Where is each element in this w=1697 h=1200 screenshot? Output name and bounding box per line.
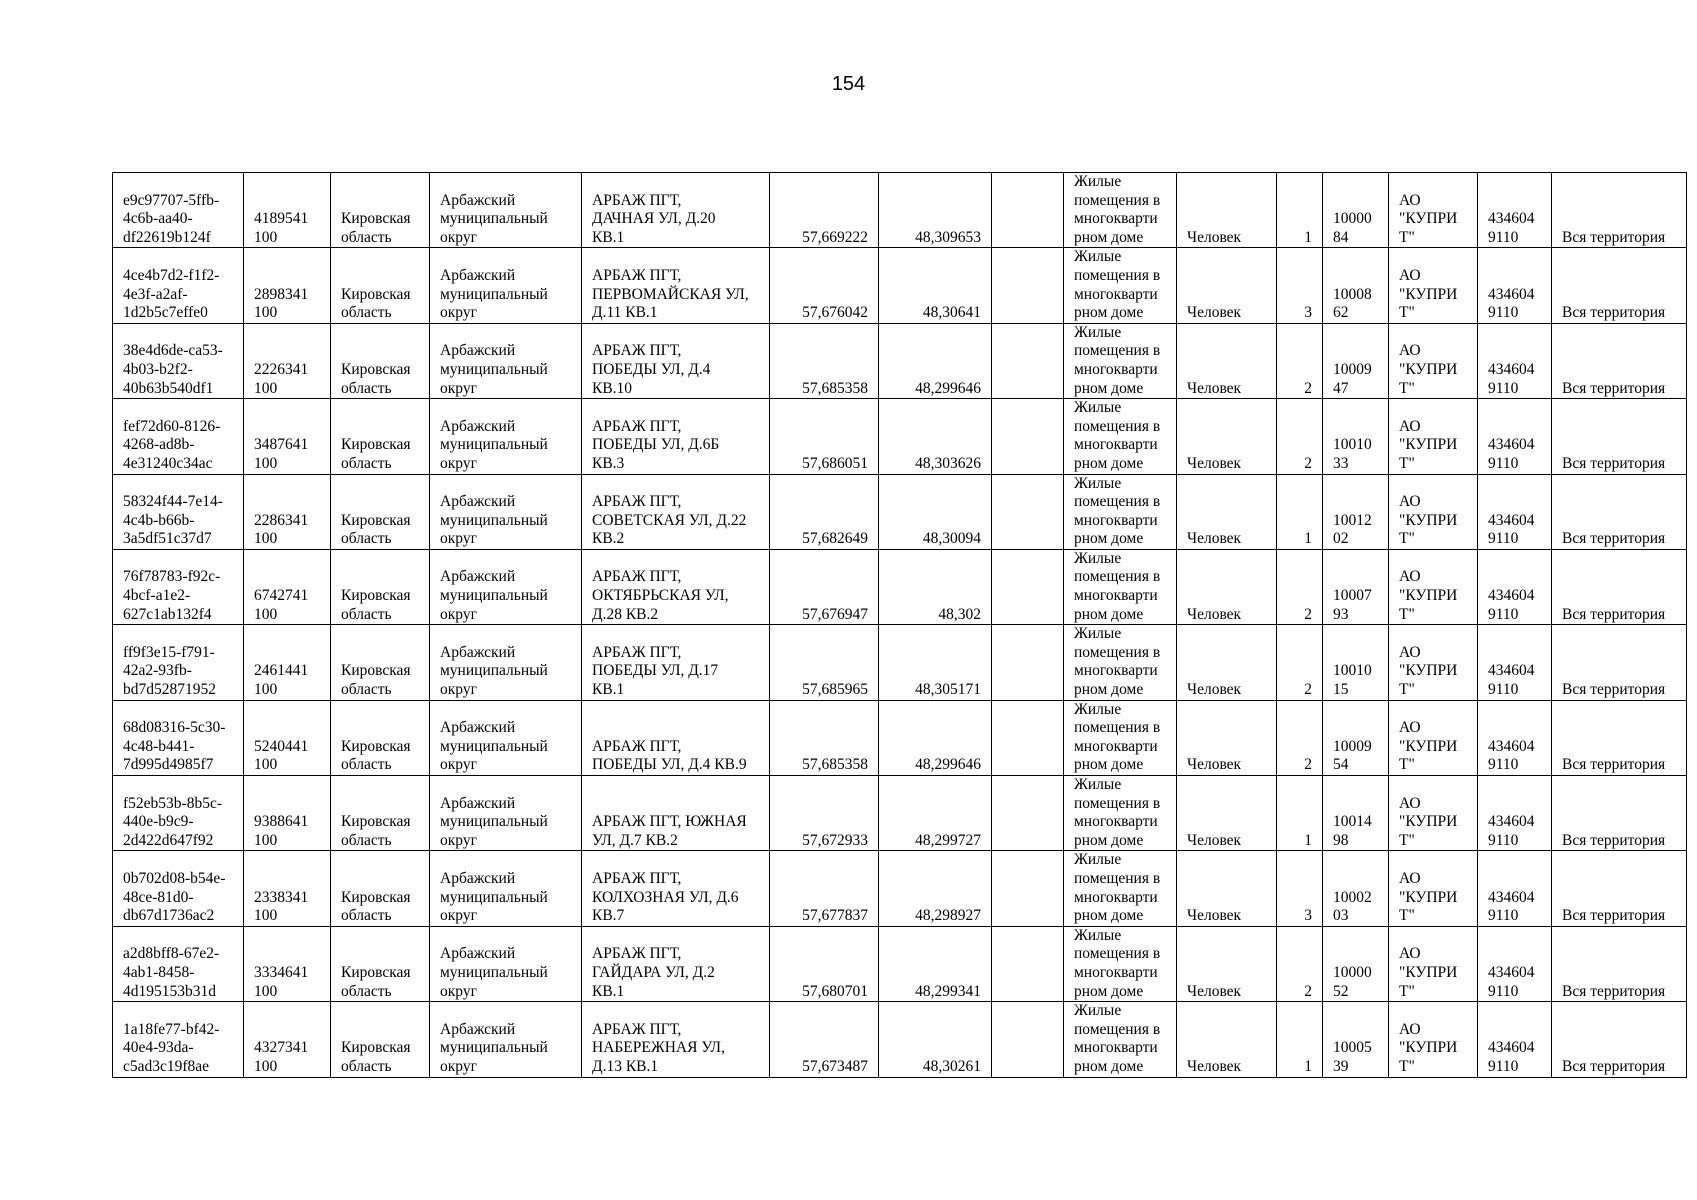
cell-id: f52eb53b-8b5c- 440e-b9c9- 2d422d647f92 xyxy=(113,776,244,851)
cell-number: 10010 33 xyxy=(1323,399,1389,474)
cell-quantity: 3 xyxy=(1277,248,1323,323)
cell-latitude: 57,673487 xyxy=(770,1002,879,1077)
cell-premises-type: Жилые помещения в многокварти рном доме xyxy=(1064,776,1177,851)
cell-code: 3334641 100 xyxy=(244,926,331,1001)
table-row xyxy=(113,926,1687,1001)
cell-inn: 434604 9110 xyxy=(1478,549,1552,624)
cell-latitude: 57,680701 xyxy=(770,926,879,1001)
cell-premises-type: Жилые помещения в многокварти рном доме xyxy=(1064,474,1177,549)
cell-inn: 434604 9110 xyxy=(1478,173,1552,248)
cell-unit: Человек xyxy=(1177,549,1277,624)
cell-district: Арбажский муниципальный округ xyxy=(430,549,582,624)
table-row xyxy=(113,248,1687,323)
table-row xyxy=(113,700,1687,775)
table-body xyxy=(113,173,1687,1078)
cell-territory: Вся территория xyxy=(1552,549,1687,624)
cell-empty xyxy=(992,173,1064,248)
cell-id: 58324f44-7e14- 4c4b-b66b- 3a5df51c37d7 xyxy=(113,474,244,549)
cell-number: 10000 52 xyxy=(1323,926,1389,1001)
cell-inn: 434604 9110 xyxy=(1478,323,1552,398)
cell-empty xyxy=(992,549,1064,624)
cell-region: Кировская область xyxy=(331,173,430,248)
cell-address: АРБАЖ ПГТ, ДАЧНАЯ УЛ, Д.20 КВ.1 xyxy=(582,173,770,248)
table-row xyxy=(113,851,1687,926)
cell-empty xyxy=(992,1002,1064,1077)
cell-district: Арбажский муниципальный округ xyxy=(430,173,582,248)
table-row xyxy=(113,549,1687,624)
cell-district: Арбажский муниципальный округ xyxy=(430,926,582,1001)
cell-region: Кировская область xyxy=(331,776,430,851)
cell-code: 4327341 100 xyxy=(244,1002,331,1077)
cell-region: Кировская область xyxy=(331,1002,430,1077)
cell-organization: АО "КУПРИ Т" xyxy=(1389,625,1478,700)
cell-empty xyxy=(992,474,1064,549)
cell-latitude: 57,672933 xyxy=(770,776,879,851)
cell-latitude: 57,686051 xyxy=(770,399,879,474)
cell-inn: 434604 9110 xyxy=(1478,248,1552,323)
cell-latitude: 57,676947 xyxy=(770,549,879,624)
cell-latitude: 57,677837 xyxy=(770,851,879,926)
cell-code: 6742741 100 xyxy=(244,549,331,624)
cell-code: 2898341 100 xyxy=(244,248,331,323)
cell-unit: Человек xyxy=(1177,474,1277,549)
cell-inn: 434604 9110 xyxy=(1478,399,1552,474)
cell-district: Арбажский муниципальный округ xyxy=(430,399,582,474)
cell-organization: АО "КУПРИ Т" xyxy=(1389,399,1478,474)
cell-region: Кировская область xyxy=(331,625,430,700)
cell-latitude: 57,682649 xyxy=(770,474,879,549)
cell-number: 10002 03 xyxy=(1323,851,1389,926)
table-row xyxy=(113,474,1687,549)
cell-longitude: 48,299341 xyxy=(879,926,992,1001)
cell-address: АРБАЖ ПГТ, ПОБЕДЫ УЛ, Д.6Б КВ.3 xyxy=(582,399,770,474)
cell-inn: 434604 9110 xyxy=(1478,700,1552,775)
cell-territory: Вся территория xyxy=(1552,173,1687,248)
cell-unit: Человек xyxy=(1177,926,1277,1001)
cell-empty xyxy=(992,323,1064,398)
cell-premises-type: Жилые помещения в многокварти рном доме xyxy=(1064,248,1177,323)
table-row xyxy=(113,1002,1687,1077)
cell-region: Кировская область xyxy=(331,248,430,323)
cell-territory: Вся территория xyxy=(1552,776,1687,851)
cell-longitude: 48,30641 xyxy=(879,248,992,323)
cell-premises-type: Жилые помещения в многокварти рном доме xyxy=(1064,700,1177,775)
cell-longitude: 48,302 xyxy=(879,549,992,624)
cell-organization: АО "КУПРИ Т" xyxy=(1389,173,1478,248)
cell-inn: 434604 9110 xyxy=(1478,625,1552,700)
cell-number: 10009 47 xyxy=(1323,323,1389,398)
cell-organization: АО "КУПРИ Т" xyxy=(1389,1002,1478,1077)
cell-region: Кировская область xyxy=(331,474,430,549)
cell-region: Кировская область xyxy=(331,399,430,474)
cell-latitude: 57,685965 xyxy=(770,625,879,700)
cell-address: АРБАЖ ПГТ, КОЛХОЗНАЯ УЛ, Д.6 КВ.7 xyxy=(582,851,770,926)
cell-district: Арбажский муниципальный округ xyxy=(430,700,582,775)
cell-territory: Вся территория xyxy=(1552,926,1687,1001)
cell-address: АРБАЖ ПГТ, ОКТЯБРЬСКАЯ УЛ, Д.28 КВ.2 xyxy=(582,549,770,624)
cell-district: Арбажский муниципальный округ xyxy=(430,323,582,398)
cell-code: 9388641 100 xyxy=(244,776,331,851)
cell-inn: 434604 9110 xyxy=(1478,1002,1552,1077)
cell-id: 4ce4b7d2-f1f2- 4e3f-a2af- 1d2b5c7effe0 xyxy=(113,248,244,323)
cell-empty xyxy=(992,248,1064,323)
cell-territory: Вся территория xyxy=(1552,625,1687,700)
cell-quantity: 2 xyxy=(1277,399,1323,474)
cell-id: ff9f3e15-f791- 42a2-93fb- bd7d52871952 xyxy=(113,625,244,700)
cell-number: 10009 54 xyxy=(1323,700,1389,775)
cell-address: АРБАЖ ПГТ, ПОБЕДЫ УЛ, Д.17 КВ.1 xyxy=(582,625,770,700)
cell-premises-type: Жилые помещения в многокварти рном доме xyxy=(1064,1002,1177,1077)
cell-address: АРБАЖ ПГТ, СОВЕТСКАЯ УЛ, Д.22 КВ.2 xyxy=(582,474,770,549)
cell-region: Кировская область xyxy=(331,323,430,398)
cell-organization: АО "КУПРИ Т" xyxy=(1389,474,1478,549)
cell-address: АРБАЖ ПГТ, ПОБЕДЫ УЛ, Д.4 КВ.9 xyxy=(582,700,770,775)
cell-number: 10005 39 xyxy=(1323,1002,1389,1077)
cell-quantity: 1 xyxy=(1277,1002,1323,1077)
cell-quantity: 1 xyxy=(1277,776,1323,851)
cell-organization: АО "КУПРИ Т" xyxy=(1389,549,1478,624)
table-row xyxy=(113,625,1687,700)
cell-empty xyxy=(992,851,1064,926)
cell-territory: Вся территория xyxy=(1552,474,1687,549)
cell-premises-type: Жилые помещения в многокварти рном доме xyxy=(1064,851,1177,926)
cell-longitude: 48,30261 xyxy=(879,1002,992,1077)
cell-inn: 434604 9110 xyxy=(1478,851,1552,926)
cell-premises-type: Жилые помещения в многокварти рном доме xyxy=(1064,173,1177,248)
cell-empty xyxy=(992,625,1064,700)
cell-region: Кировская область xyxy=(331,700,430,775)
cell-organization: АО "КУПРИ Т" xyxy=(1389,926,1478,1001)
cell-unit: Человек xyxy=(1177,776,1277,851)
cell-territory: Вся территория xyxy=(1552,323,1687,398)
cell-id: fef72d60-8126- 4268-ad8b- 4e31240c34ac xyxy=(113,399,244,474)
data-table xyxy=(112,172,1687,1078)
cell-address: АРБАЖ ПГТ, ПОБЕДЫ УЛ, Д.4 КВ.10 xyxy=(582,323,770,398)
cell-id: a2d8bff8-67e2- 4ab1-8458- 4d195153b31d xyxy=(113,926,244,1001)
cell-unit: Человек xyxy=(1177,1002,1277,1077)
cell-premises-type: Жилые помещения в многокварти рном доме xyxy=(1064,625,1177,700)
cell-premises-type: Жилые помещения в многокварти рном доме xyxy=(1064,323,1177,398)
cell-unit: Человек xyxy=(1177,173,1277,248)
cell-id: 0b702d08-b54e- 48ce-81d0- db67d1736ac2 xyxy=(113,851,244,926)
cell-code: 2226341 100 xyxy=(244,323,331,398)
cell-quantity: 2 xyxy=(1277,549,1323,624)
cell-empty xyxy=(992,399,1064,474)
table-row xyxy=(113,173,1687,248)
cell-latitude: 57,669222 xyxy=(770,173,879,248)
cell-organization: АО "КУПРИ Т" xyxy=(1389,851,1478,926)
cell-latitude: 57,685358 xyxy=(770,323,879,398)
cell-longitude: 48,299646 xyxy=(879,700,992,775)
cell-unit: Человек xyxy=(1177,248,1277,323)
cell-region: Кировская область xyxy=(331,851,430,926)
cell-unit: Человек xyxy=(1177,700,1277,775)
cell-district: Арбажский муниципальный округ xyxy=(430,851,582,926)
cell-code: 2461441 100 xyxy=(244,625,331,700)
cell-longitude: 48,30094 xyxy=(879,474,992,549)
cell-territory: Вся территория xyxy=(1552,851,1687,926)
cell-address: АРБАЖ ПГТ, ГАЙДАРА УЛ, Д.2 КВ.1 xyxy=(582,926,770,1001)
cell-region: Кировская область xyxy=(331,926,430,1001)
cell-quantity: 2 xyxy=(1277,926,1323,1001)
cell-quantity: 1 xyxy=(1277,474,1323,549)
cell-quantity: 1 xyxy=(1277,173,1323,248)
cell-number: 10008 62 xyxy=(1323,248,1389,323)
cell-number: 10014 98 xyxy=(1323,776,1389,851)
cell-premises-type: Жилые помещения в многокварти рном доме xyxy=(1064,549,1177,624)
cell-territory: Вся территория xyxy=(1552,1002,1687,1077)
cell-quantity: 2 xyxy=(1277,700,1323,775)
cell-unit: Человек xyxy=(1177,851,1277,926)
cell-address: АРБАЖ ПГТ, ЮЖНАЯ УЛ, Д.7 КВ.2 xyxy=(582,776,770,851)
cell-latitude: 57,676042 xyxy=(770,248,879,323)
cell-district: Арбажский муниципальный округ xyxy=(430,1002,582,1077)
cell-id: 68d08316-5c30- 4c48-b441- 7d995d4985f7 xyxy=(113,700,244,775)
cell-longitude: 48,303626 xyxy=(879,399,992,474)
cell-code: 2338341 100 xyxy=(244,851,331,926)
cell-longitude: 48,309653 xyxy=(879,173,992,248)
cell-organization: АО "КУПРИ Т" xyxy=(1389,323,1478,398)
cell-longitude: 48,305171 xyxy=(879,625,992,700)
table-row xyxy=(113,323,1687,398)
cell-number: 10010 15 xyxy=(1323,625,1389,700)
cell-unit: Человек xyxy=(1177,323,1277,398)
cell-quantity: 2 xyxy=(1277,323,1323,398)
cell-organization: АО "КУПРИ Т" xyxy=(1389,700,1478,775)
cell-code: 4189541 100 xyxy=(244,173,331,248)
cell-organization: АО "КУПРИ Т" xyxy=(1389,248,1478,323)
cell-address: АРБАЖ ПГТ, ПЕРВОМАЙСКАЯ УЛ, Д.11 КВ.1 xyxy=(582,248,770,323)
cell-latitude: 57,685358 xyxy=(770,700,879,775)
cell-number: 10012 02 xyxy=(1323,474,1389,549)
cell-district: Арбажский муниципальный округ xyxy=(430,474,582,549)
cell-id: e9c97707-5ffb- 4c6b-aa40- df22619b124f xyxy=(113,173,244,248)
table-row xyxy=(113,399,1687,474)
cell-region: Кировская область xyxy=(331,549,430,624)
cell-quantity: 3 xyxy=(1277,851,1323,926)
cell-id: 1a18fe77-bf42- 40e4-93da- c5ad3c19f8ae xyxy=(113,1002,244,1077)
cell-empty xyxy=(992,700,1064,775)
cell-longitude: 48,298927 xyxy=(879,851,992,926)
cell-unit: Человек xyxy=(1177,399,1277,474)
page-number: 154 xyxy=(831,73,866,95)
cell-inn: 434604 9110 xyxy=(1478,926,1552,1001)
cell-empty xyxy=(992,926,1064,1001)
table-row xyxy=(113,776,1687,851)
cell-id: 76f78783-f92c- 4bcf-a1e2- 627c1ab132f4 xyxy=(113,549,244,624)
cell-number: 10007 93 xyxy=(1323,549,1389,624)
cell-territory: Вся территория xyxy=(1552,399,1687,474)
cell-district: Арбажский муниципальный округ xyxy=(430,625,582,700)
cell-district: Арбажский муниципальный округ xyxy=(430,248,582,323)
cell-inn: 434604 9110 xyxy=(1478,474,1552,549)
cell-longitude: 48,299727 xyxy=(879,776,992,851)
cell-organization: АО "КУПРИ Т" xyxy=(1389,776,1478,851)
cell-unit: Человек xyxy=(1177,625,1277,700)
cell-inn: 434604 9110 xyxy=(1478,776,1552,851)
cell-premises-type: Жилые помещения в многокварти рном доме xyxy=(1064,399,1177,474)
cell-number: 10000 84 xyxy=(1323,173,1389,248)
cell-code: 5240441 100 xyxy=(244,700,331,775)
cell-empty xyxy=(992,776,1064,851)
cell-district: Арбажский муниципальный округ xyxy=(430,776,582,851)
cell-code: 2286341 100 xyxy=(244,474,331,549)
cell-territory: Вся территория xyxy=(1552,248,1687,323)
cell-territory: Вся территория xyxy=(1552,700,1687,775)
cell-code: 3487641 100 xyxy=(244,399,331,474)
cell-address: АРБАЖ ПГТ, НАБЕРЕЖНАЯ УЛ, Д.13 КВ.1 xyxy=(582,1002,770,1077)
cell-longitude: 48,299646 xyxy=(879,323,992,398)
cell-premises-type: Жилые помещения в многокварти рном доме xyxy=(1064,926,1177,1001)
cell-quantity: 2 xyxy=(1277,625,1323,700)
cell-id: 38e4d6de-ca53- 4b03-b2f2- 40b63b540df1 xyxy=(113,323,244,398)
